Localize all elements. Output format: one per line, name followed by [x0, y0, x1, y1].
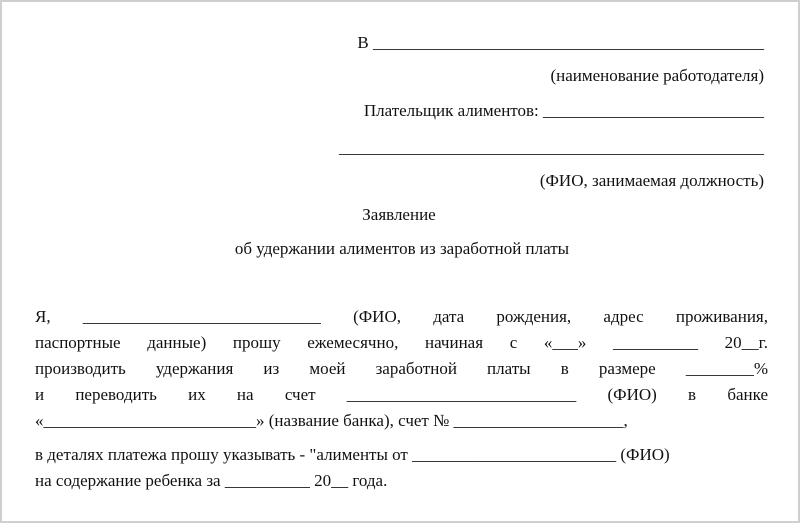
body-line-4: и переводить их на счет ___________________________ (ФИО) в банке	[35, 385, 768, 404]
recipient-line: В ______________________________________________	[357, 33, 764, 52]
payment-details-line-2: на содержание ребенка за __________ 20__ года.	[35, 471, 388, 490]
body-line-5: «_________________________» (название банка), счет № ____________________,	[35, 411, 628, 430]
body-line-2: паспортные данные) прошу ежемесячно, начиная с «___» __________ 20__г.	[35, 333, 768, 352]
body-line-1: Я, ____________________________ (ФИО, дата рождения, адрес проживания,	[35, 307, 768, 326]
payer-line: Плательщик алиментов: __________________________	[363, 101, 764, 120]
payment-details-line-1: в деталях платежа прошу указывать - "алименты от ________________________ (ФИО)	[35, 445, 670, 464]
document-title	[2, 206, 800, 223]
application-document	[2, 2, 798, 521]
payer-name-blank: __________________________________________________	[339, 138, 764, 157]
employer-caption: (наименование работодателя)	[550, 66, 764, 85]
document-subtitle: об удержании алиментов из заработной платы	[234, 239, 570, 258]
body-line-3: производить удержания из моей заработной платы в размере ________%	[35, 359, 768, 378]
fio-position-caption: (ФИО, занимаемая должность)	[539, 171, 764, 190]
document-title-text: Заявление	[362, 205, 436, 224]
